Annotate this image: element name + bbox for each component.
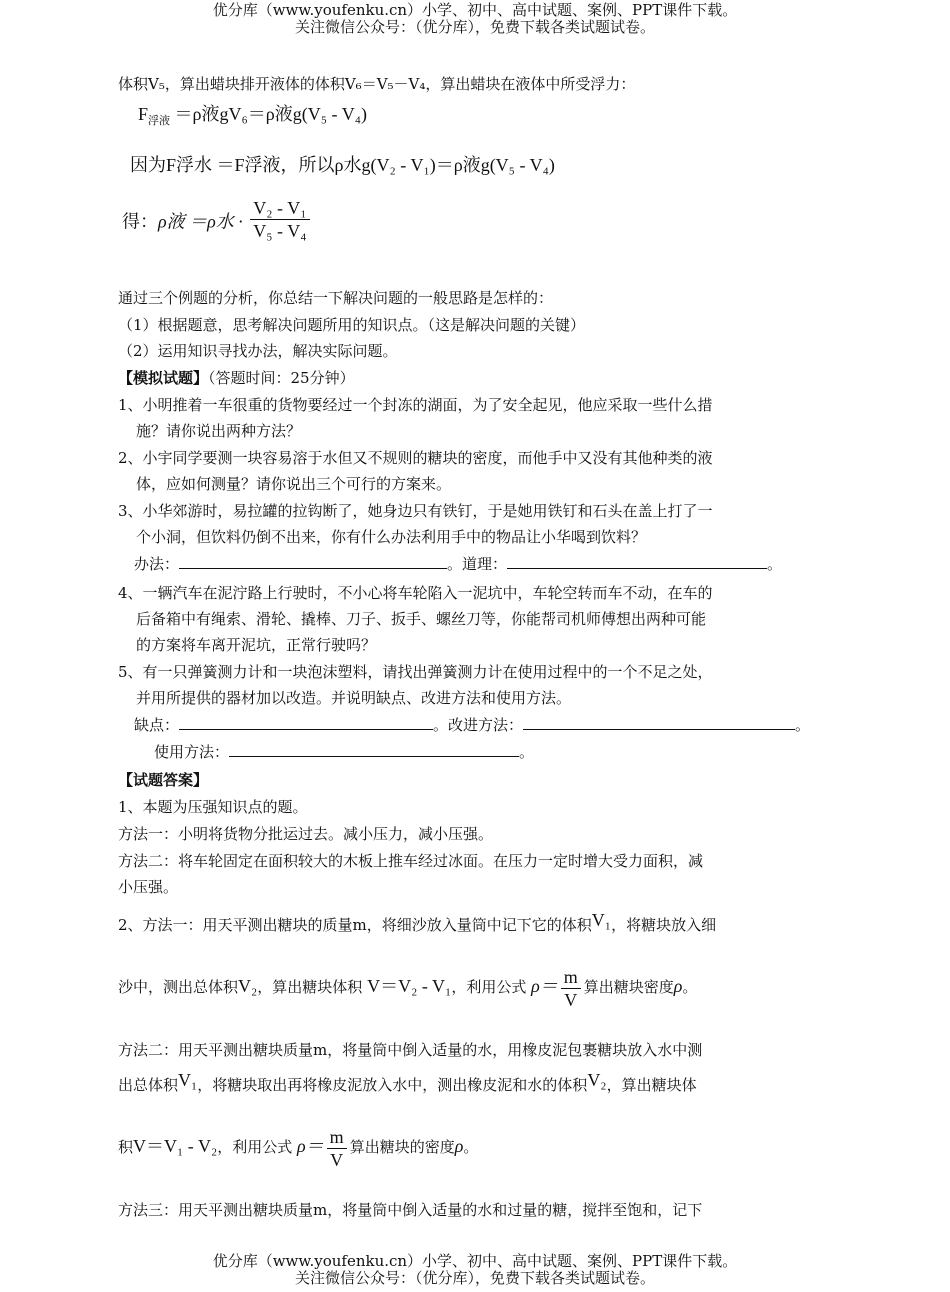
a2m1b-text-3: ，利用公式 xyxy=(451,978,527,996)
q5-defect-blank[interactable] xyxy=(179,715,433,730)
question-5-answer-line-1 xyxy=(134,715,810,735)
question-2-line-1: 2、小宇同学要测一块容易溶于水但又不规则的糖块的密度，而他手中又没有其他种类的液 xyxy=(118,449,713,467)
q3-end: 。 xyxy=(767,555,783,573)
equation-buoyancy-equal xyxy=(130,153,555,177)
eq3-numerator: V₂ - V₁ xyxy=(250,197,309,220)
a2m1-text-1: 2、方法一：用天平测出糖块的质量m，将细沙放入量筒中记下它的体积 xyxy=(118,916,592,934)
a2m1b-den: V xyxy=(564,989,578,1010)
q3-method-blank[interactable] xyxy=(179,554,447,569)
question-2-line-2: 体，应如何测量？请你说出三个可行的方案来。 xyxy=(136,475,452,493)
question-5-answer-line-2 xyxy=(154,742,534,762)
q3-reason-label: 。道理： xyxy=(447,555,508,573)
q5-usage-label: 使用方法： xyxy=(154,743,230,761)
answer-2-method-2-line-3 xyxy=(118,1118,478,1175)
q5-defect-label: 缺点： xyxy=(134,716,180,734)
answer-2-method-1-line-1 xyxy=(118,905,716,940)
question-3-line-2: 个小洞，但饮料仍倒不出来，你有什么办法利用手中的物品让小华喝到饮料？ xyxy=(136,528,647,546)
a2m2c-density-fraction xyxy=(327,1126,347,1171)
page-header xyxy=(0,2,950,36)
answer-2-method-2-line-2 xyxy=(118,1063,697,1102)
eq3-fraction xyxy=(250,197,309,242)
a2m1b-volume-eq: V＝V₂ - V₁ xyxy=(367,976,452,996)
a2m2b-text-2: ，将糖块取出再将橡皮泥放入水中，测出橡皮泥和水的体积 xyxy=(197,1076,588,1094)
a2m1b-density-fraction xyxy=(561,966,581,1011)
a2m2c-text-2: ，利用公式 xyxy=(217,1138,293,1156)
question-3-line-1: 3、小华郊游时，易拉罐的拉钩断了，她身边只有铁钉，于是她用铁钉和石头在盖上打了一 xyxy=(118,502,713,520)
footer-line-1: 优分库（www.youfenku.cn）小学、初中、高中试题、案例、PPT课件下载。 xyxy=(212,1252,738,1270)
a2m1b-text-1: 沙中，测出总体积 xyxy=(118,978,239,996)
header-line-1: 优分库（www.youfenku.cn）小学、初中、高中试题、案例、PPT课件下载。 xyxy=(212,1,738,19)
q3-method-label: 办法： xyxy=(134,555,180,573)
a2m1b-v2: V₂ xyxy=(238,976,258,996)
answer-1-method-2-line-1: 方法二：将车轮固定在面积较大的木板上推车经过冰面。在压力一定时增大受力面积，减 xyxy=(118,852,704,870)
answer-1-method-1: 方法一：小明将货物分批运过去。减小压力，减小压强。 xyxy=(118,825,494,843)
answer-2-method-2-line-1: 方法二：用天平测出糖块质量m，将量筒中倒入适量的水，用橡皮泥包裹糖块放入水中测 xyxy=(118,1041,703,1059)
question-5-line-2: 并用所提供的器材加以改造。并说明缺点、改进方法和使用方法。 xyxy=(136,689,572,707)
a2m2c-rho: ρ＝ xyxy=(297,1136,324,1156)
equation-density-result xyxy=(122,198,313,242)
summary-step-1: （1）根据题意，思考解决问题所用的知识点。（这是解决问题的关键） xyxy=(118,316,586,334)
a2m1-text-2: ，将糖块放入细 xyxy=(611,916,717,934)
mock-test-title: 【模拟试题】 xyxy=(118,369,209,387)
footer-line-2: 关注微信公众号：（优分库），免费下载各类试题试卷。 xyxy=(294,1269,655,1287)
question-5-line-1: 5、有一只弹簧测力计和一块泡沫塑料，请找出弹簧测力计在使用过程中的一个不足之处， xyxy=(118,663,713,681)
a2m2c-num: m xyxy=(327,1126,347,1149)
a2m1b-end: 。 xyxy=(682,978,698,996)
answers-title: 【试题答案】 xyxy=(118,771,209,789)
answer-1-method-2-line-2: 小压强。 xyxy=(118,878,179,896)
header-line-2: 关注微信公众号：（优分库），免费下载各类试题试卷。 xyxy=(294,18,655,36)
a2m1-v1: V₁ xyxy=(591,910,612,930)
answer-2-method-3-line-1: 方法三：用天平测出糖块质量m，将量筒中倒入适量的水和过量的糖，搅拌至饱和，记下 xyxy=(118,1201,703,1219)
a2m1b-rho-2: ρ xyxy=(673,976,683,996)
a2m2b-v2: V₂ xyxy=(587,1070,607,1090)
a2m2c-end: 。 xyxy=(463,1138,479,1156)
eq2-body: F浮水 ＝F浮液，所以ρ水g(V₂ - V₁)＝ρ液g(V₅ - V₄) xyxy=(166,155,555,175)
a2m1b-num: m xyxy=(561,966,581,989)
a2m2b-text-1: 出总体积 xyxy=(118,1076,179,1094)
a2m1b-text-4: 算出糖块密度 xyxy=(583,978,674,996)
a2m2c-rho-2: ρ xyxy=(454,1136,464,1156)
a2m2b-text-3: ，算出糖块体 xyxy=(606,1076,697,1094)
intro-paragraph: 体积V₅，算出蜡块排开液体的体积V₆＝V₅－V₄，算出蜡块在液体中所受浮力： xyxy=(118,75,636,93)
question-1-line-2: 施？请你说出两种方法？ xyxy=(136,422,302,440)
question-4-line-1: 4、一辆汽车在泥泞路上行驶时，不小心将车轮陷入一泥坑中，车轮空转而车不动，在车的 xyxy=(118,584,713,602)
eq3-denominator: V₅ - V₄ xyxy=(253,221,307,241)
q5-improve-label: 。改进方法： xyxy=(433,716,524,734)
eq1-symbol: F xyxy=(138,104,149,124)
page-footer xyxy=(0,1253,950,1287)
a2m2c-volume-eq: V＝V₁ - V₂ xyxy=(133,1136,218,1156)
q5-improve-blank[interactable] xyxy=(523,715,795,730)
a2m2c-text-1: 积 xyxy=(118,1138,134,1156)
question-3-answer-line xyxy=(134,554,782,574)
answer-2-method-1-line-2 xyxy=(118,958,697,1015)
mock-test-heading xyxy=(118,368,355,388)
eq1-rhs: ＝ρ液gV₆＝ρ液g(V₅ - V₄) xyxy=(174,104,367,124)
summary-question: 通过三个例题的分析，你总结一下解决问题的一般思路是怎样的： xyxy=(118,289,554,307)
q5-end-2: 。 xyxy=(519,743,535,761)
eq3-lhs: ρ液 ＝ρ水 · xyxy=(158,211,243,232)
eq3-prefix: 得： xyxy=(122,211,158,232)
a2m2b-v1: V₁ xyxy=(178,1070,198,1090)
a2m2c-text-3: 算出糖块的密度 xyxy=(349,1138,455,1156)
q3-reason-blank[interactable] xyxy=(507,554,767,569)
answer-1: 1、本题为压强知识点的题。 xyxy=(118,798,308,816)
question-4-line-3: 的方案将车离开泥坑，正常行驶吗？ xyxy=(136,636,377,654)
a2m1b-text-2: ，算出糖块体积 xyxy=(257,978,363,996)
a2m2c-den: V xyxy=(330,1149,344,1170)
eq1-subscript: 浮液 xyxy=(148,115,171,127)
q5-end-1: 。 xyxy=(795,716,811,734)
q5-usage-blank[interactable] xyxy=(229,742,519,757)
mock-test-time: （答题时间：25分钟） xyxy=(208,369,355,387)
question-1-line-1: 1、小明推着一车很重的货物要经过一个封冻的湖面，为了安全起见，他应采取一些什么措 xyxy=(118,396,713,414)
summary-step-2: （2）运用知识寻找办法，解决实际问题。 xyxy=(118,342,398,360)
equation-buoyancy-liquid xyxy=(138,102,367,133)
a2m1b-rho: ρ＝ xyxy=(531,976,558,996)
eq2-prefix: 因为 xyxy=(130,155,166,175)
question-4-line-2: 后备箱中有绳索、滑轮、撬棒、刀子、扳手、螺丝刀等，你能帮司机师傅想出两种可能 xyxy=(136,610,707,628)
